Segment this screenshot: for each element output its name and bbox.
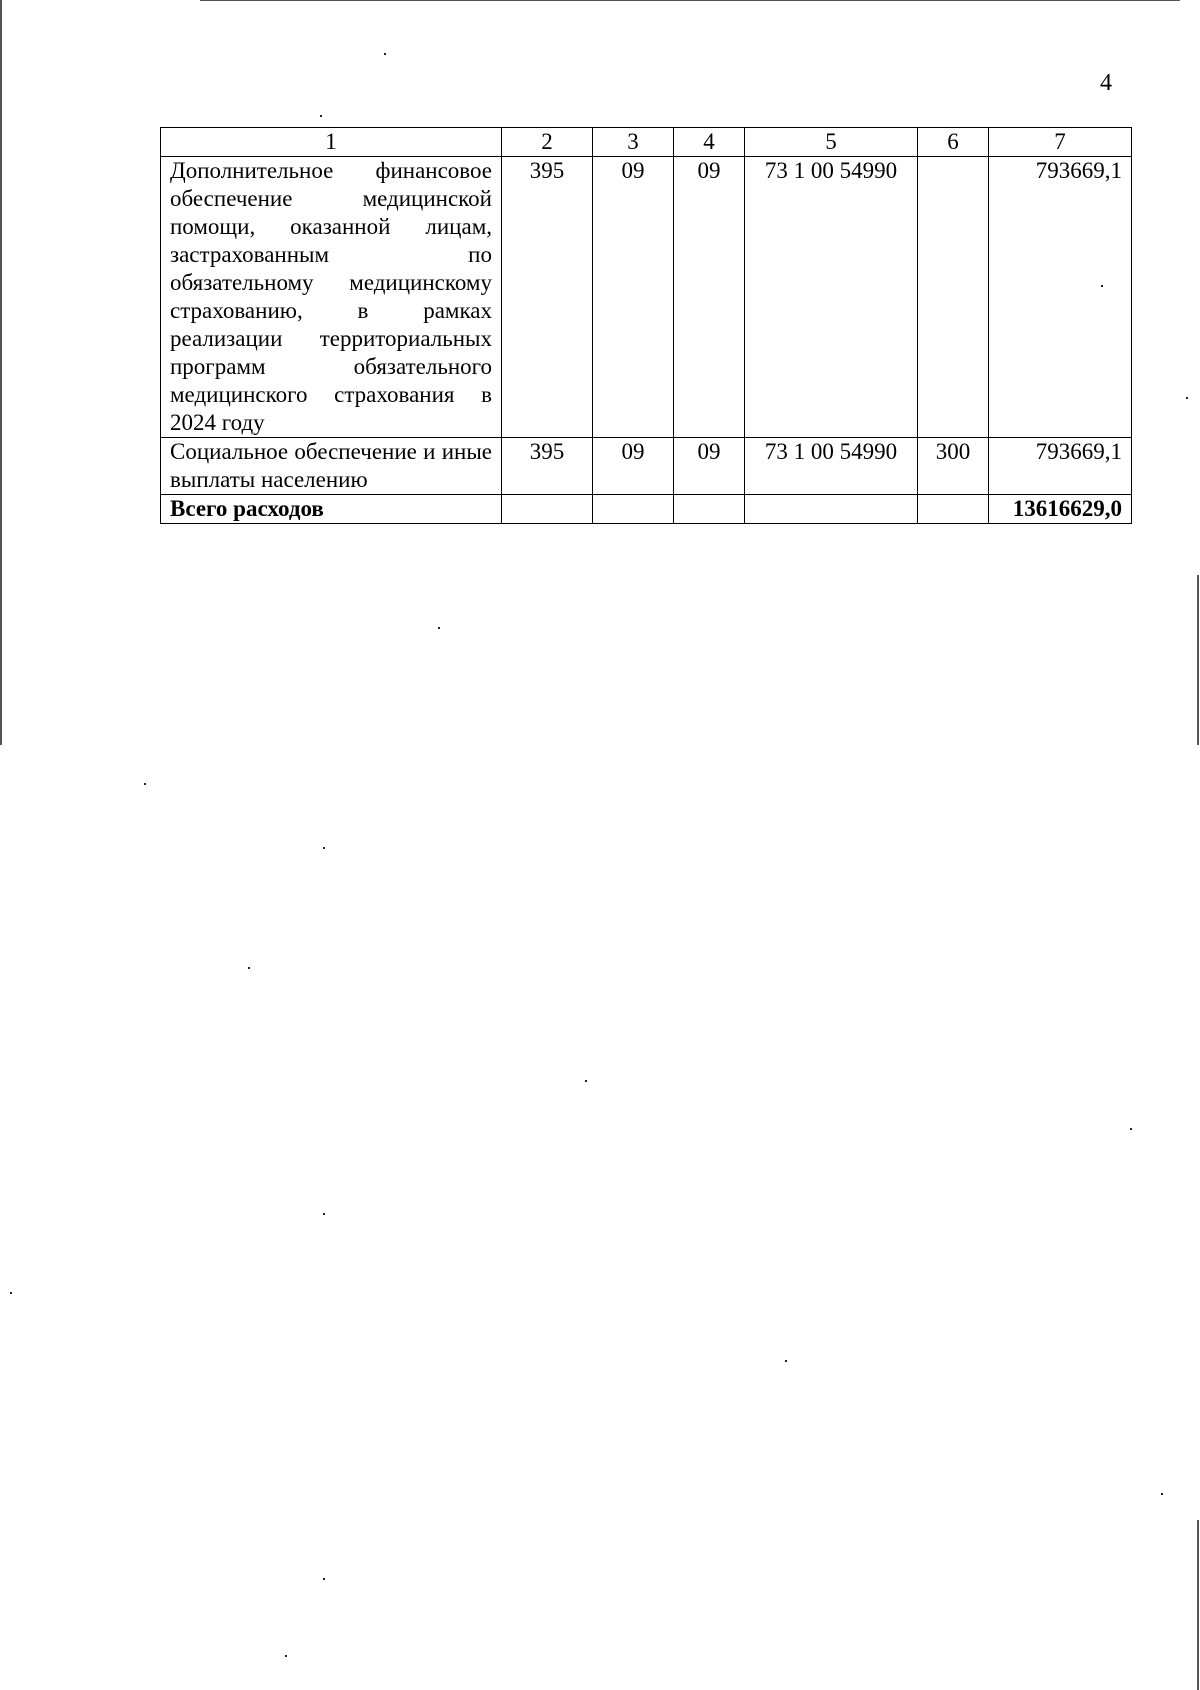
scan-speck [10,1292,12,1294]
scan-edge-line [1197,575,1199,745]
row-col-5: 73 1 00 54990 [745,438,918,495]
column-header-4: 4 [674,128,745,157]
expenditure-table [160,127,1132,524]
scan-speck [323,1578,325,1580]
row-col-2: 395 [502,438,593,495]
scan-edge-line [200,0,1180,1]
row-col-6 [918,157,989,438]
total-empty-cell [918,495,989,524]
total-empty-cell [674,495,745,524]
scan-speck [785,1360,787,1362]
page-number: 4 [1100,70,1112,96]
column-header-5: 5 [745,128,918,157]
total-row [161,495,1132,524]
scan-speck [323,847,325,849]
row-col-2: 395 [502,157,593,438]
scan-speck [1101,285,1103,287]
scan-speck [248,967,250,969]
column-header-7: 7 [989,128,1132,157]
total-empty-cell [745,495,918,524]
total-label: Всего расходов [161,495,502,524]
scan-edge-line [0,0,2,745]
row-col-4: 09 [674,157,745,438]
total-value: 13616629,0 [989,495,1132,524]
row-col-4: 09 [674,438,745,495]
table-row [161,438,1132,495]
row-name: Дополнительное финансовое обеспечение медицинской помощи, оказанной лицам, застрахованным по обязательному медицинскому страхованию, в рамках реализации территориальных программ обязательного медицинского страхования в 2024 году [161,157,502,438]
total-empty-cell [502,495,593,524]
row-col-6: 300 [918,438,989,495]
row-col-7: 793669,1 [989,438,1132,495]
scan-speck [320,115,322,117]
row-col-7: 793669,1 [989,157,1132,438]
column-header-6: 6 [918,128,989,157]
column-header-1: 1 [161,128,502,157]
column-header-2: 2 [502,128,593,157]
scan-speck [1161,1493,1163,1495]
table-row [161,157,1132,438]
scan-speck [323,1213,325,1215]
scan-edge-line [1197,1520,1199,1690]
row-col-5: 73 1 00 54990 [745,157,918,438]
row-col-3: 09 [593,438,674,495]
row-col-3: 09 [593,157,674,438]
scan-speck [144,783,146,785]
scan-speck [438,627,440,629]
scan-speck [1186,397,1188,399]
scan-speck [384,53,386,55]
table-header-row [161,128,1132,157]
scan-speck [285,1655,287,1657]
total-empty-cell [593,495,674,524]
scan-speck [1130,1128,1132,1130]
column-header-3: 3 [593,128,674,157]
scan-speck [585,1080,587,1082]
row-name: Социальное обеспечение и иные выплаты населению [161,438,502,495]
